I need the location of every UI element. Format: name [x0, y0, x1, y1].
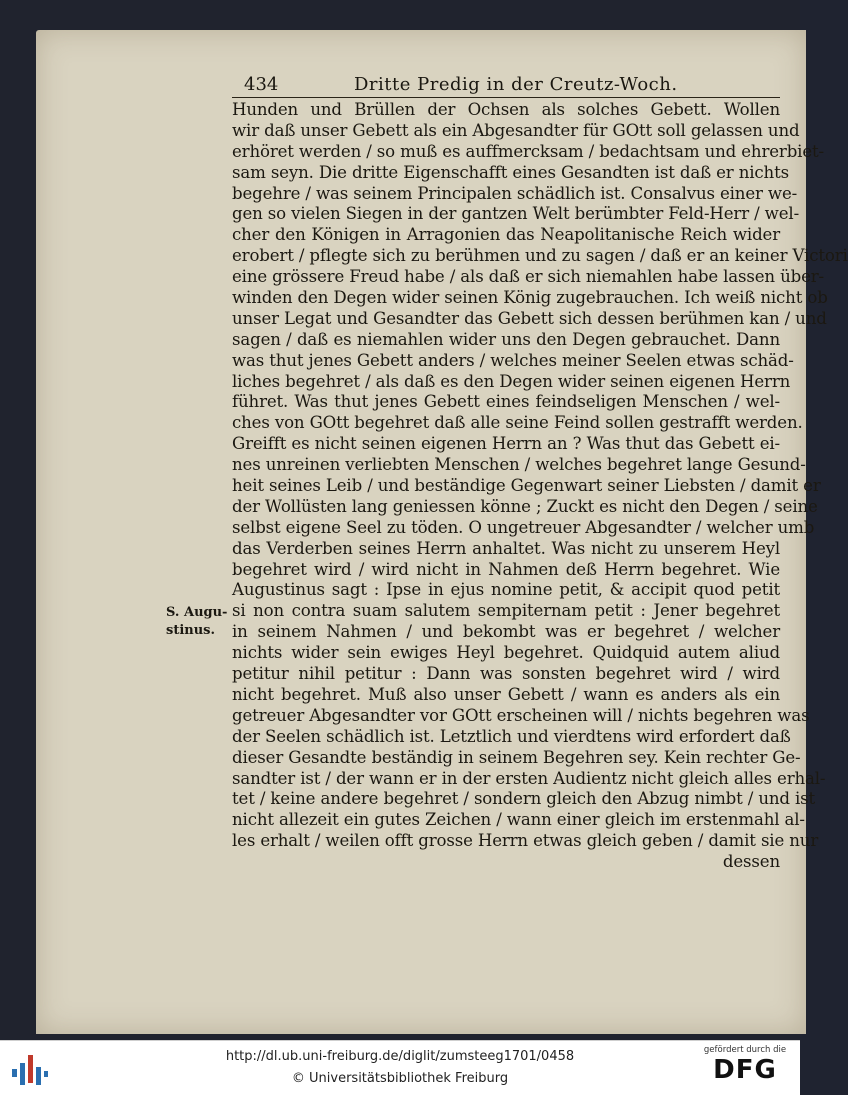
- body-line: wir daß unser Gebett als ein Abgesandter für GOtt soll gelassen und: [232, 120, 800, 140]
- body-line: Greifft es nicht seinen eigenen Herrn an ? Was thut das Gebett ei-: [232, 434, 780, 454]
- body-line: selbst eigene Seel zu töden. O ungetreuer Abgesandter / welcher umb: [232, 517, 815, 537]
- page-number: 434: [244, 74, 279, 95]
- body-line: begehre / was seinem Principalen schädlich ist. Consalvus einer we-: [232, 183, 798, 203]
- body-line: unser Legat und Gesandter das Gebett sich dessen berühmen kan / und: [232, 308, 827, 328]
- body-line: Augustinus sagt : Ipse in ejus nomine petit, & accipit quod petit: [232, 580, 780, 600]
- body-line: nicht allezeit ein gutes Zeichen / wann einer gleich im erstenmahl al-: [232, 810, 805, 830]
- body-line: Hunden und Brüllen der Ochsen als solches Gebett. Wollen: [232, 100, 780, 119]
- copyright-notice: © Universitätsbibliothek Freiburg: [291, 1071, 509, 1086]
- dfg-logo: DFG: [713, 1055, 777, 1085]
- margin-note-line: stinus.: [166, 623, 216, 638]
- body-line: liches begehret / als daß es den Degen wider seinen eigenen Herrn: [232, 371, 791, 391]
- body-line: was thut jenes Gebett anders / welches meiner Seelen etwas schäd-: [232, 350, 794, 370]
- body-line: eine grössere Freud habe / als daß er sich niemahlen habe lassen über-: [232, 267, 825, 287]
- funder-caption: gefördert durch die: [703, 1045, 787, 1055]
- body-line: petitur nihil petitur : Dann was sonsten begehret wird / wird: [232, 664, 780, 684]
- body-line: cher den Königen in Arragonien das Neapolitanische Reich wider: [232, 225, 780, 245]
- body-line: führet. Was thut jenes Gebett eines feindseligen Menschen / wel-: [232, 392, 780, 412]
- body-line: winden den Degen wider seinen König zugebrauchen. Ich weiß nicht ob: [232, 288, 828, 308]
- margin-note-line: S. Augu-: [166, 605, 228, 620]
- body-line: der Wollüsten lang geniessen könne ; Zuckt es nicht den Degen / seine: [232, 496, 818, 516]
- viewer-footer: [0, 1040, 800, 1095]
- body-line: gen so vielen Siegen in der gantzen Welt berümbter Feld-Herr / wel-: [232, 204, 800, 224]
- body-line: dieser Gesandte beständig in seinem Begehren sey. Kein rechter Ge-: [232, 747, 801, 767]
- body-text: [232, 100, 848, 873]
- body-line: sagen / daß es niemahlen wider uns den Degen gebrauchet. Dann: [232, 329, 780, 349]
- funder-badge: [700, 1045, 790, 1085]
- body-line: getreuer Abgesandter vor GOtt erscheinen will / nichts begehren was: [232, 705, 810, 725]
- body-line: nichts wider sein ewiges Heyl begehret. Quidquid autem aliud: [232, 643, 780, 663]
- body-line: nicht begehret. Muß also unser Gebett / wann es anders als ein: [232, 684, 780, 704]
- document-url-link[interactable]: http://dl.ub.uni-freiburg.de/diglit/zumsteeg1701/0458: [225, 1049, 575, 1064]
- body-line: heit seines Leib / und beständige Gegenwart seiner Liebsten / damit er: [232, 476, 821, 496]
- body-line: der Seelen schädlich ist. Letztlich und vierdtens wird erfordert daß: [232, 726, 791, 746]
- margin-note: [166, 604, 232, 640]
- page-header: [244, 72, 774, 98]
- body-line: erhöret werden / so muß es auffmercksam / bedachtsam und ehrerbiet-: [232, 141, 824, 161]
- body-line: nes unreinen verliebten Menschen / welches begehret lange Gesund-: [232, 455, 806, 475]
- body-line: dessen: [722, 852, 780, 872]
- body-line: si non contra suam salutem sempiternam petit : Jener begehret: [232, 601, 780, 621]
- body-line: ches von GOtt begehret daß alle seine Feind sollen gestrafft werden.: [232, 413, 803, 433]
- running-title: Dritte Predig in der Creutz-Woch.: [354, 74, 678, 95]
- body-line: sandter ist / der wann er in der ersten Audientz nicht gleich alles erhal-: [232, 768, 826, 788]
- body-line: tet / keine andere begehret / sondern gleich den Abzug nimbt / und ist: [232, 789, 816, 809]
- body-line: in seinem Nahmen / und bekombt was er begehret / welcher: [232, 622, 780, 642]
- body-line: begehret wird / wird nicht in Nahmen deß Herrn begehret. Wie: [232, 559, 780, 579]
- body-line: les erhalt / weilen offt grosse Herrn etwas gleich geben / damit sie nur: [232, 831, 819, 851]
- body-line: das Verderben seines Herrn anhaltet. Was nicht zu unserem Heyl: [232, 538, 780, 558]
- header-rule: [232, 97, 780, 98]
- body-line: sam seyn. Die dritte Eigenschafft eines Gesandten ist daß er nichts: [232, 162, 789, 182]
- body-line: erobert / pflegte sich zu berühmen und zu sagen / daß er an keiner Victori: [232, 246, 848, 266]
